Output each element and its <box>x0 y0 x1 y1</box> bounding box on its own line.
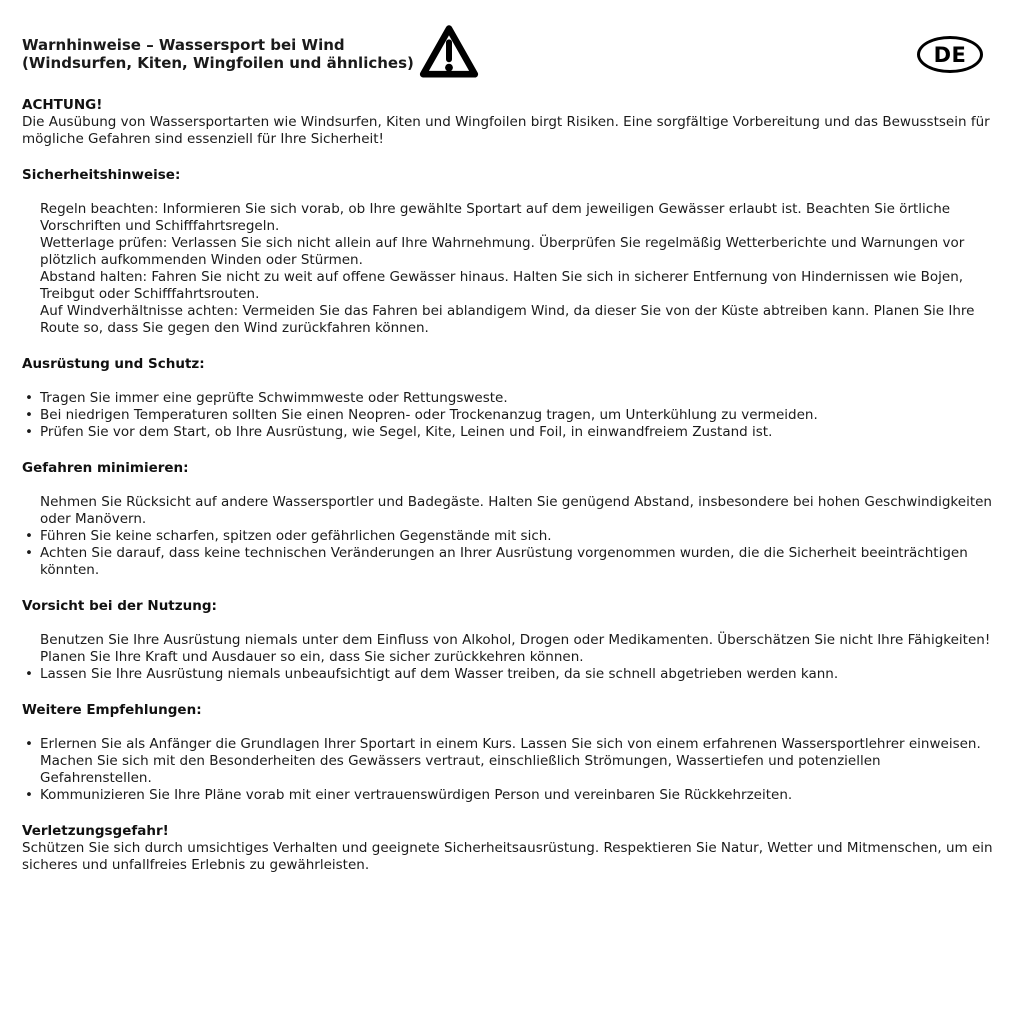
item-list <box>22 632 995 683</box>
bullet-item: • Lassen Sie Ihre Ausrüstung niemals unbeaufsichtigt auf dem Wasser treiben, da sie schnell abgetrieben werden kann. <box>22 666 995 683</box>
indented-item: Auf Windverhältnisse achten: Vermeiden Sie das Fahren bei ablandigem Wind, da dieser Sie von der Küste abtreiben kann. Planen Sie Ihre Route so, dass Sie gegen den Wind zurückfahren können. <box>40 303 975 336</box>
language-badge-de: DE <box>917 36 983 73</box>
section-heading: Weitere Empfehlungen: <box>22 702 202 718</box>
section-vorsicht-bei-der-nutzung <box>22 598 995 683</box>
section-heading: Vorsicht bei der Nutzung: <box>22 598 217 614</box>
indented-item: Machen Sie sich mit den Besonderheiten des Gewässers vertraut, einschließlich Strömungen, Wassertiefen und potenziellen Gefahrenstellen. <box>40 753 881 786</box>
indented-item: Benutzen Sie Ihre Ausrüstung niemals unter dem Einfluss von Alkohol, Drogen oder Medikamenten. Überschätzen Sie nicht Ihre Fähigkeiten! Planen Sie Ihre Kraft und Ausdauer so ein, dass Sie sicher zurückkehren können. <box>40 632 991 665</box>
bullet-item: • Führen Sie keine scharfen, spitzen oder gefährlichen Gegenstände mit sich. <box>22 528 995 545</box>
page-title <box>22 30 414 72</box>
section-verletzungsgefahr <box>22 823 995 874</box>
section-heading: Gefahren minimieren: <box>22 460 189 476</box>
content <box>22 97 995 874</box>
warning-triangle-icon <box>419 22 479 82</box>
section-heading: Verletzungsgefahr! <box>22 823 169 839</box>
item-list <box>22 390 995 441</box>
section-heading: ACHTUNG! <box>22 97 103 113</box>
bullet-item: • Prüfen Sie vor dem Start, ob Ihre Ausrüstung, wie Segel, Kite, Leinen und Foil, in einwandfreiem Zustand ist. <box>22 424 995 441</box>
bullet-item: • Achten Sie darauf, dass keine technischen Veränderungen an Ihrer Ausrüstung vorgenommen wurden, die die Sicherheit beeinträchtigen könnten. <box>22 545 995 579</box>
section-ausruestung-und-schutz <box>22 356 995 441</box>
bullet-item: • Erlernen Sie als Anfänger die Grundlagen Ihrer Sportart in einem Kurs. Lassen Sie sich von einem erfahrenen Wassersportlehrer einweisen. <box>22 736 995 753</box>
paragraph: Schützen Sie sich durch umsichtiges Verhalten und geeignete Sicherheitsausrüstung. Respektieren Sie Natur, Wetter und Mitmenschen, um ein sicheres und unfallfreies Erlebnis zu gewährleisten. <box>22 840 993 873</box>
title-line-1: Warnhinweise – Wassersport bei Wind <box>22 36 345 54</box>
paragraph: Die Ausübung von Wassersportarten wie Windsurfen, Kiten und Wingfoilen birgt Risiken. Eine sorgfältige Vorbereitung und das Bewusstsein für mögliche Gefahren sind essenziell für Ihre Sicherheit! <box>22 114 990 147</box>
section-heading: Sicherheitshinweise: <box>22 167 181 183</box>
doc-header <box>22 30 995 82</box>
section-sicherheitshinweise <box>22 167 995 337</box>
indented-item: Abstand halten: Fahren Sie nicht zu weit auf offene Gewässer hinaus. Halten Sie sich in sicherer Entfernung von Hindernissen wie Bojen, Treibgut oder Schifffahrtsrouten. <box>40 269 964 302</box>
title-line-2: (Windsurfen, Kiten, Wingfoilen und ähnliches) <box>22 54 414 72</box>
item-list <box>22 201 995 337</box>
indented-item: Nehmen Sie Rücksicht auf andere Wassersportler und Badegäste. Halten Sie genügend Abstand, insbesondere bei hohen Geschwindigkeiten oder Manövern. <box>40 494 992 527</box>
section-gefahren-minimieren <box>22 460 995 579</box>
indented-item: Regeln beachten: Informieren Sie sich vorab, ob Ihre gewählte Sportart auf dem jeweiligen Gewässer erlaubt ist. Beachten Sie örtliche Vorschriften und Schifffahrtsregeln. <box>40 201 951 234</box>
bullet-item: • Tragen Sie immer eine geprüfte Schwimmweste oder Rettungsweste. <box>22 390 995 407</box>
bullet-item: • Kommunizieren Sie Ihre Pläne vorab mit einer vertrauenswürdigen Person und vereinbaren Sie Rückkehrzeiten. <box>22 787 995 804</box>
section-heading: Ausrüstung und Schutz: <box>22 356 205 372</box>
item-list <box>22 736 995 804</box>
section-achtung <box>22 97 995 148</box>
indented-item: Wetterlage prüfen: Verlassen Sie sich nicht allein auf Ihre Wahrnehmung. Überprüfen Sie regelmäßig Wetterberichte und Warnungen vor plötzlich aufkommenden Winden oder Stürmen. <box>40 235 965 268</box>
item-list <box>22 494 995 579</box>
section-weitere-empfehlungen <box>22 702 995 804</box>
bullet-item: • Bei niedrigen Temperaturen sollten Sie einen Neopren- oder Trockenanzug tragen, um Unterkühlung zu vermeiden. <box>22 407 995 424</box>
